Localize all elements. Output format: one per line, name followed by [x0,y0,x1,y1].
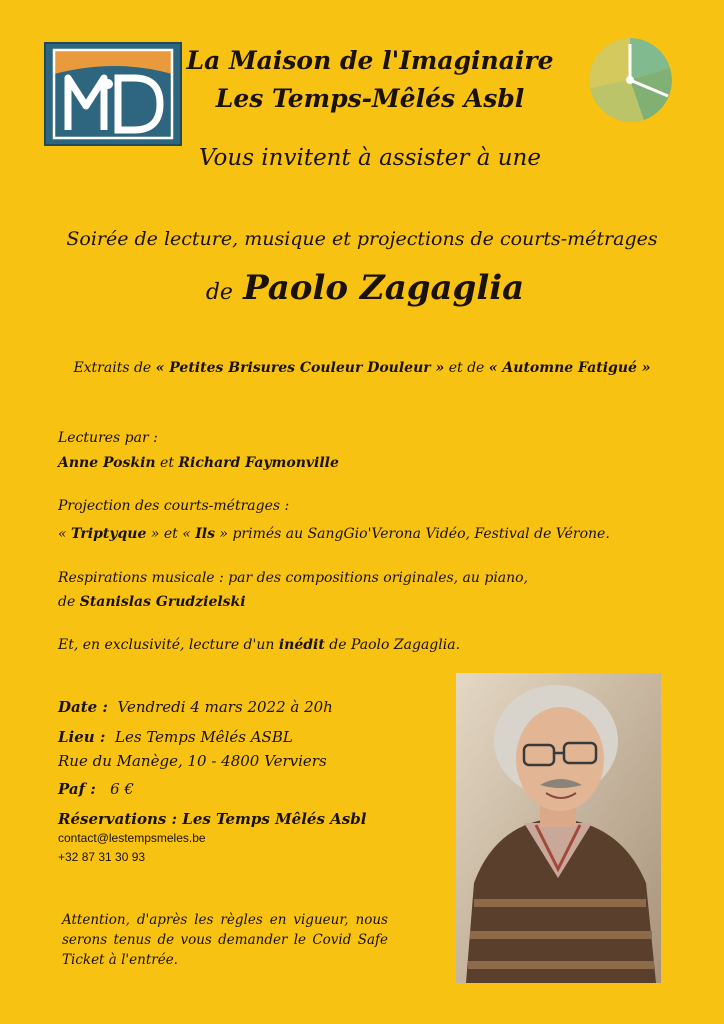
event-title: Soirée de lecture, musique et projections de courts-métrages [66,228,658,250]
paf-value: 6 € [110,780,134,798]
lectures-label: Lectures par : [58,430,158,446]
date-line [58,698,333,716]
author-line [150,268,580,308]
reservations-line: Réservations : Les Temps Mêlés Asbl [58,810,367,828]
projection-rest: primés au SangGio'Verona Vidéo, Festival de Vérone. [232,526,610,542]
org-line-2: Les Temps-Mêlés Asbl [215,84,525,113]
work-title-1: « Petites Brisures Couleur Douleur » [155,360,445,376]
reader-1: Anne Poskin [58,455,156,471]
date-value: Vendredi 4 mars 2022 à 20h [117,698,333,716]
invite-line: Vous invitent à assister à une [199,145,541,171]
film-1: Triptyque [71,526,147,542]
readers-line [58,455,339,471]
place-label: Lieu : [58,728,106,746]
extracts-line [30,360,694,376]
paf-label: Paf : [58,780,96,798]
date-label: Date : [58,698,108,716]
composer: Stanislas Grudzielski [79,594,246,610]
address: Rue du Manège, 10 - 4800 Verviers [58,752,327,770]
place-line [58,728,293,746]
temps-meles-logo [584,34,676,126]
org-line-1: La Maison de l'Imaginaire [186,46,554,75]
author-prefix: de [205,280,233,305]
music-prefix: de [58,594,76,610]
reader-2: Richard Faymonville [178,455,339,471]
author-name: Paolo Zagaglia [243,268,525,308]
contact-email[interactable]: contact@lestempsmeles.be [58,831,206,845]
film-2: Ils [195,526,215,542]
contact-phone: +32 87 31 30 93 [58,850,146,864]
projection-line: « Triptyque » et « Ils » primés au SangGio'Verona Vidéo, Festival de Vérone. [58,526,610,542]
exclusive-after: de Paolo Zagaglia. [329,637,461,653]
extracts-prefix: Extraits de [73,360,152,376]
exclusive-line [58,637,460,653]
exclusive-before: Et, en exclusivité, lecture d'un [58,637,275,653]
work-title-2: « Automne Fatigué » [488,360,651,376]
exclusive-highlight: inédit [278,637,325,653]
paf-line [58,780,134,798]
music-line: Respirations musicale : par des compositions originales, au piano, [58,570,529,586]
place-value: Les Temps Mêlés ASBL [115,728,293,746]
projection-label: Projection des courts-métrages : [58,498,290,514]
covid-notice: Attention, d'après les règles en vigueur, nous serons tenus de vous demander le Covid Safe Ticket à l'entrée. [62,912,388,968]
author-photo [456,673,661,983]
music-composer-line [58,594,246,610]
extracts-middle: et de [448,360,485,376]
readers-and: et [160,455,174,471]
